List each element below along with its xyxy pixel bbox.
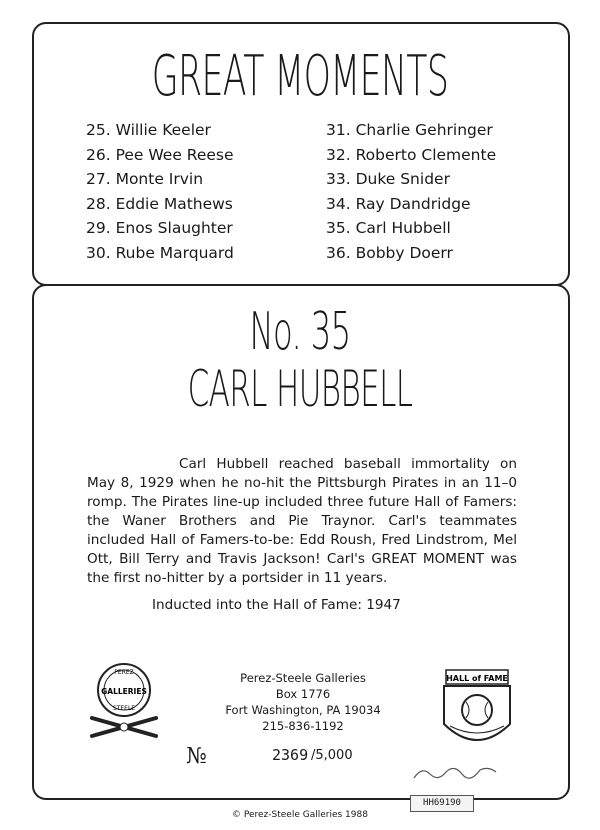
publisher-box: Box 1776 xyxy=(275,687,331,701)
publisher-name: Perez-Steele Galleries xyxy=(240,671,366,685)
player-bio xyxy=(87,455,517,588)
serial-label xyxy=(186,744,207,769)
list-item: 26. Pee Wee Reese xyxy=(86,145,234,164)
player-name: CARL HUBBELL xyxy=(187,360,413,418)
serial-number: 2369 xyxy=(272,746,309,764)
list-item: 36. Bobby Doerr xyxy=(326,243,453,262)
hof-logo-text: HALL of FAME xyxy=(446,674,508,683)
list-item: 34. Ray Dandridge xyxy=(326,194,471,213)
galleries-logo xyxy=(84,660,164,740)
bio-text: Carl Hubbell reached baseball immortality on May 8, 1929 when he no-hit the Pittsburgh Pirates in an 11–0 romp. The Pirates line-up included three future Hall of Famers: the Waner Brothers and Pie Traynor. Carl's teammates included Hall of Famers-to-be: Edd Roush, Fred Lindstrom, Mel Ott, Bill Terry and Travis Jackson! Carl's GREAT MOMENT was the first no-hitter by a portsider in 11 years. xyxy=(87,456,517,586)
publisher-city: Fort Washington, PA 19034 xyxy=(225,703,381,717)
logo-text-top: PEREZ xyxy=(114,669,134,676)
list-item: 25. Willie Keeler xyxy=(86,121,211,139)
list-item: 35. Carl Hubbell xyxy=(326,219,451,237)
number-symbol: № xyxy=(186,744,207,769)
moments-list-right xyxy=(326,118,496,265)
moments-list-left xyxy=(86,118,234,265)
card-number: No. 35 xyxy=(249,302,351,362)
list-item: 32. Roberto Clemente xyxy=(326,145,497,164)
logo-text-bottom: STEELE xyxy=(112,705,136,712)
list-item: 27. Monte Irvin xyxy=(86,170,204,188)
serial-total: /5,000 xyxy=(311,748,353,763)
publisher-address xyxy=(210,670,396,734)
list-item: 28. Eddie Mathews xyxy=(86,194,233,213)
series-title: GREAT MOMENTS xyxy=(151,44,449,109)
publisher-phone: 215-836-1192 xyxy=(262,719,344,733)
signature-mark xyxy=(410,760,500,784)
list-item: 31. Charlie Gehringer xyxy=(326,121,493,139)
logo-text-middle: GALLERIES xyxy=(101,687,147,696)
list-item: 33. Duke Snider xyxy=(326,170,450,188)
hall-of-fame-logo xyxy=(436,664,518,760)
list-item: 30. Rube Marquard xyxy=(86,243,234,262)
list-item: 29. Enos Slaughter xyxy=(86,219,233,237)
authentication-sticker: HH69190 xyxy=(410,795,474,812)
copyright-footer: © Perez-Steele Galleries 1988 xyxy=(232,810,368,820)
hof-induction: Inducted into the Hall of Fame: 1947 xyxy=(152,597,401,613)
